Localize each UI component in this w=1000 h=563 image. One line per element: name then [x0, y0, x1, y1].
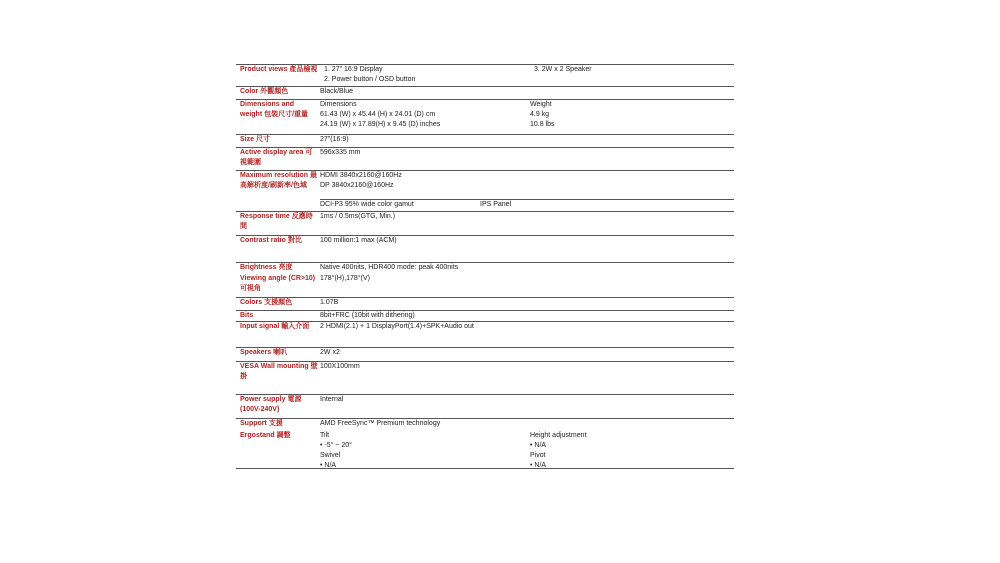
resolution-hdmi: HDMI 3840x2160@160Hz — [320, 172, 402, 179]
tilt-value: • -5° ~ 20° — [320, 442, 352, 449]
height-value: • N/A — [530, 442, 547, 449]
spec-value: Native 400nits, HDR400 mode: peak 400nits — [320, 264, 459, 271]
spec-value: 100X100mm — [320, 363, 360, 370]
spec-row-brightness — [236, 262, 734, 274]
view-item-2: 2. Power button / OSD button — [324, 76, 416, 83]
spec-row-support — [236, 418, 734, 431]
spec-label: Active display area 可視範圍 — [240, 149, 313, 166]
spec-label: VESA Wall mounting 壁掛 — [240, 363, 318, 380]
view-item-1: 1. 27" 16:9 Display — [324, 66, 383, 73]
spec-value: 27"(16:9) — [320, 136, 349, 143]
height-header: Height adjustment — [530, 432, 587, 439]
spec-value: Black/Blue — [320, 88, 354, 95]
spec-value: 2 HDMI(2.1) + 1 DisplayPort(1.4)+SPK+Audio out — [320, 323, 474, 330]
spec-label: Dimensions and weight 包裝尺寸/重量 — [240, 101, 309, 118]
spec-row-max-resolution — [236, 170, 734, 211]
spec-row-power — [236, 394, 734, 418]
spec-label: Colors 支援顏色 — [240, 299, 293, 306]
spec-label: Brightness 亮度 — [240, 264, 293, 271]
view-item-3: 3. 2W x 2 Speaker — [534, 66, 592, 73]
spec-row-viewing — [236, 274, 734, 297]
spec-row-response — [236, 211, 734, 235]
tilt-header: Tilt — [320, 432, 330, 439]
weight-kg: 4.9 kg — [530, 111, 550, 118]
spec-label: Bits — [240, 312, 254, 319]
spec-row-colors — [236, 297, 734, 310]
spec-value: Internal — [320, 396, 344, 403]
dimensions-cm: 61.43 (W) x 45.44 (H) x 24.01 (D) cm — [320, 111, 436, 118]
spec-value: 1ms / 0.5ms(GTG, Min.) — [320, 213, 396, 220]
resolution-dp: DP 3840x2160@160Hz — [320, 182, 394, 189]
spec-label: Product views 產品檢視 — [240, 66, 318, 73]
dimensions-header: Dimensions — [320, 101, 357, 108]
spec-row-ergostand — [236, 431, 734, 469]
spec-row-bits — [236, 310, 734, 321]
panel-type: IPS Panel — [480, 201, 512, 208]
pivot-header: Pivot — [530, 452, 546, 459]
spec-label: Size 尺寸 — [240, 136, 270, 143]
spec-label: Speakers 喇叭 — [240, 349, 288, 356]
spec-label: Response time 反應時間 — [240, 213, 313, 230]
spec-row-color — [236, 86, 734, 99]
spec-row-dimensions — [236, 99, 734, 134]
spec-label: Ergostand 調整 — [240, 432, 291, 439]
spec-label: Maximum resolution 最高解析度/刷新率/色域 — [240, 172, 318, 189]
spec-row-size — [236, 134, 734, 147]
spec-value: 178°(H),178°(V) — [320, 275, 370, 282]
spec-row-contrast — [236, 235, 734, 262]
spec-row-speakers — [236, 347, 734, 361]
spec-label: Input signal 輸入介面 — [240, 323, 310, 330]
spec-row-product-views — [236, 64, 734, 86]
color-gamut: DCI-P3 95% wide color gamut — [320, 201, 414, 208]
weight-lbs: 10.8 lbs — [530, 121, 555, 128]
spec-row-vesa — [236, 361, 734, 394]
spec-row-active-area — [236, 147, 734, 170]
swivel-header: Swivel — [320, 452, 341, 459]
swivel-value: • N/A — [320, 462, 337, 469]
spec-value: 100 million:1 max (ACM) — [320, 237, 397, 244]
spec-value: 1.07B — [320, 299, 339, 306]
spec-table — [236, 64, 734, 469]
spec-value: 8bit+FRC (10bit with dithering) — [320, 312, 415, 319]
pivot-value: • N/A — [530, 462, 547, 469]
spec-label: Viewing angle (CR>10) 可視角 — [240, 275, 316, 292]
spec-label: Power supply 電源 (100V-240V) — [240, 396, 302, 413]
weight-header: Weight — [530, 101, 552, 108]
spec-value: 2W x2 — [320, 349, 340, 356]
spec-label: Color 外觀顏色 — [240, 88, 289, 95]
spec-value: 596x335 mm — [320, 149, 361, 156]
spec-label: Contrast ratio 對比 — [240, 237, 302, 244]
spec-label: Support 支援 — [240, 420, 283, 427]
spec-value: AMD FreeSync™ Premium technology — [320, 420, 441, 427]
spec-row-input — [236, 321, 734, 347]
dimensions-in: 24.19 (W) x 17.89(H) x 9.45 (D) inches — [320, 121, 441, 128]
